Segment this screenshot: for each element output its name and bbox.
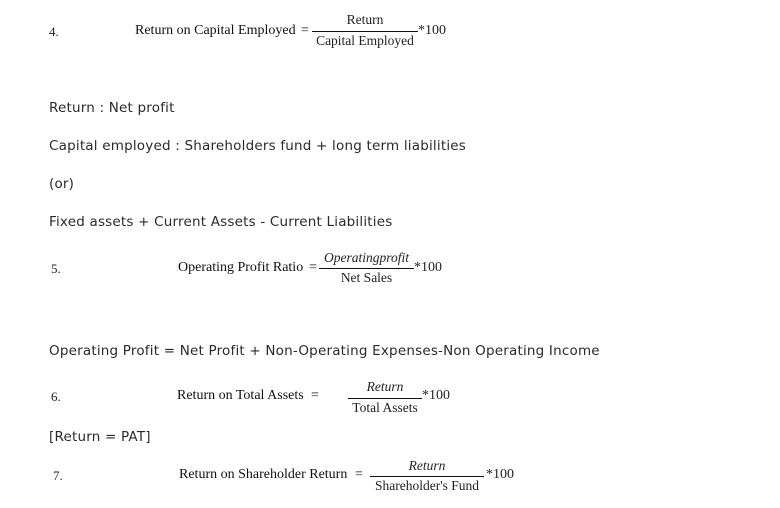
formula-6-denominator: Total Assets (352, 400, 418, 415)
formula-7-fraction (370, 458, 484, 498)
formula-6-fraction (348, 379, 422, 419)
formula-4-equals: = (301, 23, 309, 38)
return-definition: Return : Net profit (49, 100, 175, 116)
or-text: (or) (49, 176, 75, 192)
formula-4-multiplier: *100 (418, 23, 446, 38)
formula-5-number: 5. (51, 261, 61, 276)
formula-5-denominator: Net Sales (340, 270, 393, 285)
formula-4-denominator: Capital Employed (316, 33, 414, 48)
fraction-bar (370, 476, 484, 477)
formula-7-denominator: Shareholder's Fund (374, 478, 480, 493)
capital-employed-definition: Capital employed : Shareholders fund + long term liabilities (49, 138, 467, 154)
formula-5-equals: = (309, 260, 317, 275)
fraction-bar (312, 31, 418, 32)
formula-6-number: 6. (51, 389, 61, 404)
formula-6-equals: = (311, 388, 319, 403)
formula-7-numerator: Return (408, 458, 446, 473)
formula-5-multiplier: *100 (414, 260, 442, 275)
formula-7-number: 7. (53, 468, 63, 483)
formula-4-label: Return on Capital Employed (135, 23, 296, 38)
formula-7-multiplier: *100 (486, 467, 514, 482)
formula-7-label: Return on Shareholder Return (179, 467, 348, 482)
formula-5-numerator: Operatingprofit (323, 250, 409, 265)
formula-7-equals: = (355, 467, 363, 482)
formula-4-numerator: Return (346, 12, 384, 27)
return-pat-note: [Return = PAT] (49, 429, 151, 445)
operating-profit-definition: Operating Profit = Net Profit + Non-Operating Expenses-Non Operating Income (49, 343, 600, 359)
formula-6-label: Return on Total Assets (177, 388, 304, 403)
formula-4-number: 4. (49, 24, 59, 39)
formula-5-fraction (319, 250, 414, 290)
formula-6-numerator: Return (366, 379, 404, 394)
formula-5-label: Operating Profit Ratio (178, 260, 304, 275)
fraction-bar (348, 398, 422, 399)
alternate-definition: Fixed assets + Current Assets - Current Liabilities (49, 214, 393, 230)
formula-4-fraction (312, 12, 418, 54)
fraction-bar (319, 268, 414, 269)
formula-6-multiplier: *100 (422, 388, 450, 403)
